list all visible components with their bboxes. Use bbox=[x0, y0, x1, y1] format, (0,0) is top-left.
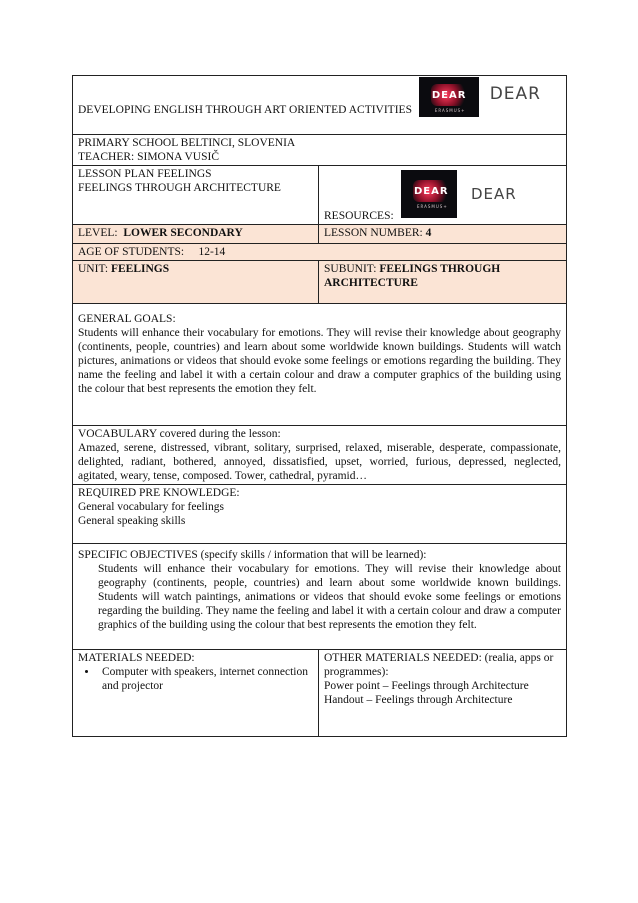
dear-logo-dark: DEAR ERASMUS+ bbox=[419, 77, 479, 117]
objectives-label: SPECIFIC OBJECTIVES (specify skills / information that will be learned): bbox=[78, 549, 427, 561]
lesson-plan-subtitle: FEELINGS THROUGH ARCHITECTURE bbox=[78, 182, 281, 194]
dear-logo-dark-small: DEAR ERASMUS+ bbox=[401, 170, 457, 218]
subunit-label: SUBUNIT: bbox=[324, 263, 377, 275]
school-row bbox=[73, 135, 567, 166]
lesson-plan-page bbox=[72, 75, 566, 737]
general-goals-label: GENERAL GOALS: bbox=[78, 313, 176, 325]
lesson-plan-table bbox=[72, 75, 567, 737]
lesson-number-value: 4 bbox=[425, 227, 432, 239]
objectives-row bbox=[73, 544, 567, 650]
prior-knowledge-row bbox=[73, 485, 567, 544]
materials-list bbox=[78, 665, 313, 693]
materials-row bbox=[73, 650, 567, 737]
lesson-plan-row bbox=[73, 166, 567, 225]
document-title: DEVELOPING ENGLISH THROUGH ART ORIENTED ACTIVITIES bbox=[78, 104, 412, 116]
general-goals-row bbox=[73, 304, 567, 426]
vocabulary-text: Amazed, serene, distressed, vibrant, solitary, surprised, relaxed, miserable, desperate, compassionate, delighted, radiant, bothered, annoyed, dissatisfied, upset, worried, furious, depressed, neglected, agitated, weary, tense, composed. Tower, cathedral, pyramid… bbox=[78, 442, 561, 482]
lesson-plan-title: LESSON PLAN FEELINGS bbox=[78, 168, 212, 180]
age-value: 12-14 bbox=[198, 246, 226, 258]
other-materials-label: OTHER MATERIALS NEEDED: (realia, apps or programmes): bbox=[324, 652, 554, 678]
level-label: LEVEL: bbox=[78, 227, 118, 239]
dear-logo-light-small: DEAR bbox=[471, 185, 517, 203]
unit-row bbox=[73, 261, 567, 304]
objectives-text: Students will enhance their vocabulary for emotions. They will revise their knowledge about geography (continents, people, countries) and learn about some worldwide known buildings. Students will watch paintings, animations or videos that should evoke some feelings or emotions regarding the building. They name the feeling and label it with a certain colour and draw a computer graphics of the building using the colour that best represents the emotion they felt. bbox=[98, 563, 561, 631]
vocabulary-label: VOCABULARY covered during the lesson: bbox=[78, 428, 281, 440]
prior-knowledge-label: REQUIRED PRE KNOWLEDGE: bbox=[78, 487, 240, 499]
subunit-value: FEELINGS THROUGH ARCHITECTURE bbox=[324, 263, 501, 289]
materials-label: MATERIALS NEEDED: bbox=[78, 652, 195, 664]
dear-logo-light: DEAR bbox=[489, 84, 541, 104]
age-row bbox=[73, 244, 567, 261]
vocabulary-row bbox=[73, 426, 567, 485]
other-materials-item-2: Handout – Feelings through Architecture bbox=[324, 694, 513, 706]
unit-label: UNIT: bbox=[78, 263, 109, 275]
prior-knowledge-item-1: General vocabulary for feelings bbox=[78, 501, 224, 513]
resources-label: RESOURCES: bbox=[324, 210, 394, 222]
unit-value: FEELINGS bbox=[110, 263, 170, 275]
general-goals-text: Students will enhance their vocabulary for emotions. They will revise their knowledge about geography (continents, people, countries) and learn about some worldwide known buildings. Students will watch pictures, animations or videos that should evoke some feelings or emotions regarding the building. They name the feeling and label it with a certain colour and draw a computer graphics of the building using the colour that best represents the emotion they felt. bbox=[78, 327, 561, 395]
age-label: AGE OF STUDENTS: bbox=[78, 246, 185, 258]
other-materials-item-1: Power point – Feelings through Architecture bbox=[324, 680, 529, 692]
lesson-number-label: LESSON NUMBER: bbox=[324, 227, 423, 239]
title-row bbox=[73, 76, 567, 135]
prior-knowledge-item-2: General speaking skills bbox=[78, 515, 186, 527]
teacher-name: TEACHER: SIMONA VUSIČ bbox=[78, 151, 219, 163]
school-name: PRIMARY SCHOOL BELTINCI, SLOVENIA bbox=[78, 137, 296, 149]
level-row bbox=[73, 225, 567, 244]
materials-item: • Computer with speakers, internet connection and projector bbox=[98, 665, 313, 693]
level-value: LOWER SECONDARY bbox=[123, 227, 243, 239]
